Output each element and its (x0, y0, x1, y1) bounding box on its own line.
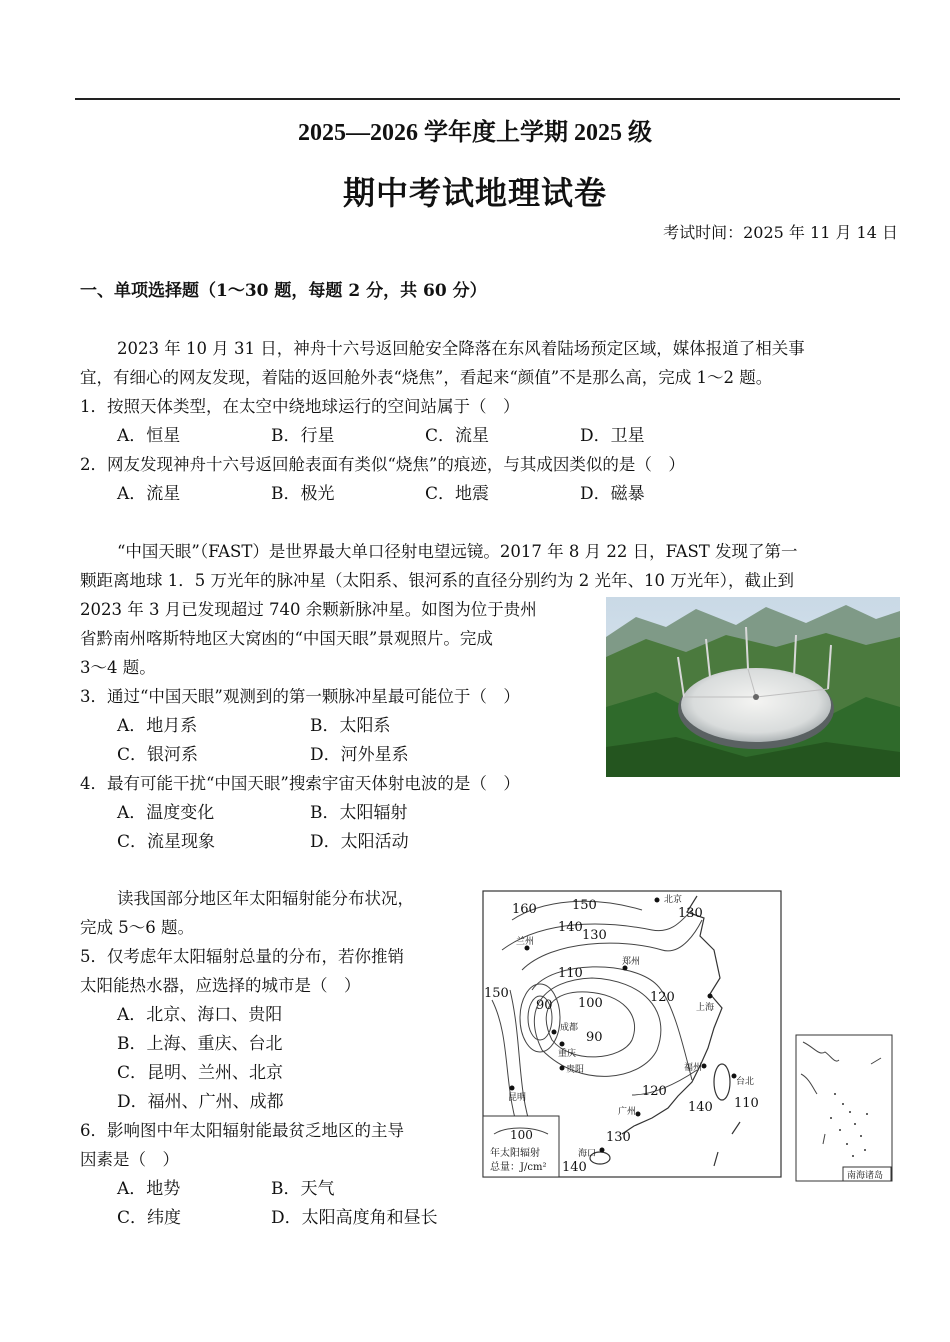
passage1-line1: 2023 年 10 月 31 日，神舟十六号返回舱安全降落在东风着陆场预定区域，媒体报道了相关事 (117, 339, 805, 358)
contour-label: 120 (650, 990, 675, 1005)
city-label: 台北 (736, 1077, 755, 1087)
city-label: 上海 (696, 1003, 715, 1013)
q2-option-c[interactable]: C．地震 (425, 484, 490, 504)
contour-label: 90 (536, 998, 553, 1013)
q5-stem-line2: 太阳能热水器，应选择的城市是（ ） (80, 976, 361, 995)
q1-stem: 1．按照天体类型，在太空中绕地球运行的空间站属于（ ） (80, 397, 520, 416)
city-label: 重庆 (558, 1049, 577, 1059)
legend-title: 年太阳辐射 (490, 1148, 540, 1159)
city-label: 福州 (684, 1063, 703, 1073)
city-label: 郑州 (622, 957, 641, 967)
q1-option-c[interactable]: C．流星 (425, 426, 490, 446)
q5-option-b[interactable]: B．上海、重庆、台北 (117, 1034, 283, 1054)
city-label: 海口 (578, 1149, 597, 1159)
q4-option-b[interactable]: B．太阳辐射 (310, 803, 408, 823)
contour-label: 140 (558, 920, 583, 935)
q5-option-c[interactable]: C．昆明、兰州、北京 (117, 1063, 284, 1083)
city-label: 北京 (664, 895, 683, 905)
top-rule (75, 98, 900, 100)
q2-option-d[interactable]: D．磁暴 (580, 484, 645, 504)
q1-option-a[interactable]: A．恒星 (117, 426, 181, 446)
solar-radiation-map (482, 890, 782, 1178)
q5-option-d[interactable]: D．福州、广州、成都 (117, 1092, 284, 1112)
passage2-line1: “中国天眼”（FAST）是世界最大单口径射电望远镜。2017 年 8 月 22 日，FAST 发现了第一 (117, 542, 798, 561)
legend-unit: 总量：J/cm² (490, 1162, 547, 1173)
q4-option-d[interactable]: D．太阳活动 (310, 832, 409, 852)
exam-title-year: 2025—2026 学年度上学期 2025 级 (298, 120, 652, 146)
contour-label: 130 (606, 1130, 631, 1145)
contour-label: 160 (512, 902, 537, 917)
contour-label: 140 (688, 1100, 713, 1115)
q6-option-d[interactable]: D．太阳高度角和昼长 (271, 1208, 438, 1228)
q6-option-b[interactable]: B．天气 (271, 1179, 335, 1199)
q4-option-c[interactable]: C．流星现象 (117, 832, 216, 852)
contour-label: 150 (484, 986, 509, 1001)
city-label: 兰州 (516, 937, 535, 947)
q3-option-c[interactable]: C．银河系 (117, 745, 199, 765)
contour-label: 110 (558, 966, 583, 981)
passage1-line2: 宜，有细心的网友发现，着陆的返回舱外表“烧焦”，看起来“颜值”不是那么高，完成 1～2 题。 (80, 368, 773, 387)
q3-stem: 3．通过“中国天眼”观测到的第一颗脉冲星最可能位于（ ） (80, 687, 520, 706)
passage2-line5: 3～4 题。 (80, 658, 156, 677)
passage2-line2: 颗距离地球 1．5 万光年的脉冲星（太阳系、银河系的直径分别约为 2 光年、10 万光年），截止到 (80, 571, 794, 590)
q3-option-a[interactable]: A．地月系 (117, 716, 198, 736)
q6-stem-line1: 6．影响图中年太阳辐射能最贫乏地区的主导 (80, 1121, 404, 1140)
contour-label: 100 (578, 996, 603, 1011)
city-label: 广州 (618, 1107, 637, 1117)
q1-option-d[interactable]: D．卫星 (580, 426, 645, 446)
contour-label: 110 (734, 1096, 759, 1111)
q3-option-d[interactable]: D．河外星系 (310, 745, 409, 765)
city-label: 贵阳 (566, 1065, 585, 1075)
city-label: 昆明 (508, 1093, 527, 1103)
q3-option-b[interactable]: B．太阳系 (310, 716, 391, 736)
q2-option-a[interactable]: A．流星 (117, 484, 181, 504)
contour-label: 90 (586, 1030, 603, 1045)
exam-date: 考试时间：2025 年 11 月 14 日 (663, 223, 898, 242)
passage3-line1: 读我国部分地区年太阳辐射能分布状况， (117, 889, 414, 908)
legend-sample-value: 100 (510, 1128, 533, 1142)
city-label: 成都 (560, 1023, 579, 1033)
q5-stem-line1: 5．仅考虑年太阳辐射总量的分布，若你推销 (80, 947, 404, 966)
q2-option-b[interactable]: B．极光 (271, 484, 335, 504)
q5-option-a[interactable]: A．北京、海口、贵阳 (117, 1005, 283, 1025)
passage2-line3: 2023 年 3 月已发现超过 740 余颗新脉冲星。如图为位于贵州 (80, 600, 537, 619)
contour-label: 130 (678, 906, 703, 921)
q4-option-a[interactable]: A．温度变化 (117, 803, 215, 823)
section-title: 一、单项选择题（1～30 题，每题 2 分，共 60 分） (80, 281, 487, 301)
q4-stem: 4．最有可能干扰“中国天眼”搜索宇宙天体射电波的是（ ） (80, 774, 520, 793)
contour-label: 120 (642, 1084, 667, 1099)
q6-option-a[interactable]: A．地势 (117, 1179, 181, 1199)
inset-label: 南海诸岛 (847, 1171, 884, 1181)
passage2-line4: 省黔南州喀斯特地区大窝凼的“中国天眼”景观照片。完成 (80, 629, 493, 648)
q6-stem-line2: 因素是（ ） (80, 1150, 179, 1169)
q6-option-c[interactable]: C．纬度 (117, 1208, 182, 1228)
contour-label: 150 (572, 898, 597, 913)
exam-title-subject: 期中考试地理试卷 (342, 174, 607, 212)
q2-stem: 2．网友发现神舟十六号返回舱表面有类似“烧焦”的痕迹，与其成因类似的是（ ） (80, 455, 685, 474)
q1-option-b[interactable]: B．行星 (271, 426, 335, 446)
passage3-line2: 完成 5～6 题。 (80, 918, 194, 937)
contour-label: 140 (562, 1160, 587, 1175)
south-china-sea-inset (795, 1034, 893, 1182)
fast-telescope-photo (606, 597, 900, 777)
contour-label: 130 (582, 928, 607, 943)
